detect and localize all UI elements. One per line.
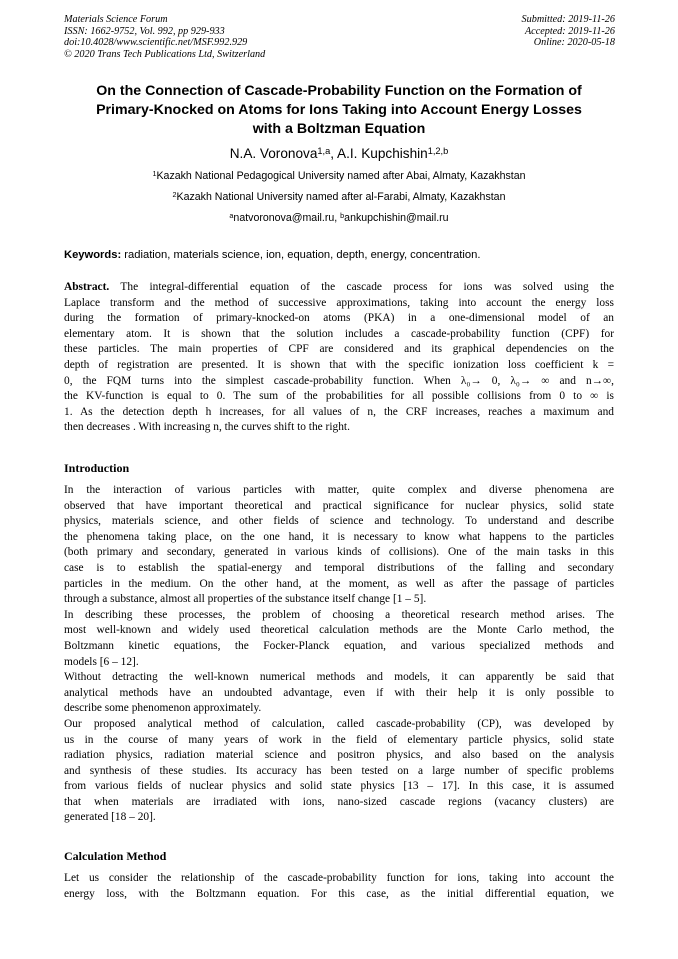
text-line: depth of registration are presented. It is shown that with the specific ionization loss coefficient k = [64, 358, 614, 371]
text-line: us in the course of many years of work in the field of elementary particle physics, solid state [64, 733, 614, 746]
text-line: then decreases . With increasing n, the curves shift to the right. [64, 421, 350, 434]
text-line: analytical methods have an undoubted advantage, even if with their help it is only possible to [64, 686, 614, 699]
author-affiliation-mark: 1,a [317, 145, 331, 156]
affiliation-text: Kazakh National University named after al-Farabi, Almaty, Kazakhstan [176, 191, 506, 203]
abstract-label: Abstract. [64, 281, 110, 293]
authors [0, 145, 678, 163]
author-name: A.I. Kupchishin [337, 146, 428, 161]
text-line [64, 280, 614, 296]
text-line: most well-known and widely used theoretical calculation methods are the Monte Carlo method, the [64, 624, 614, 637]
text-line: generated [18 – 20]. [64, 811, 156, 824]
text-line: Let us consider the relationship of the cascade-probability function for ions, taking into account the [64, 872, 614, 884]
email-mark: b [340, 210, 345, 220]
email-link[interactable]: natvoronova@mail.ru [233, 212, 335, 224]
text-line: Without detracting the well-known numerical methods and models, it can apparently be said that [64, 671, 614, 684]
online-date: Online: 2020-05-18 [533, 37, 615, 49]
text-line: that when materials are irradiated with ions, nano-sized cascade regions (vacancy clusters) are [64, 795, 614, 808]
text-line: the phenomena taking place, on the one hand, it is necessary to know what happens to the particles [64, 530, 614, 543]
journal-issn: ISSN: 1662-9752, Vol. 992, pp 929-933 [64, 25, 225, 37]
author-name: N.A. Voronova [229, 146, 318, 161]
keywords-label: Keywords: [64, 249, 122, 261]
title-line: On the Connection of Cascade-Probability Function on the Formation of [96, 83, 582, 99]
text-line: In describing these processes, the problem of choosing a theoretical research method arises. The [64, 608, 614, 621]
text-line: Our proposed analytical method of calculation, called cascade-probability (CP), was developed by [64, 717, 614, 730]
keywords [64, 248, 616, 262]
text-line: and synthesis of these studies. Its accuracy has been tested on a large number of specific problems [64, 764, 614, 777]
section-heading-introduction: Introduction [64, 461, 130, 475]
text-line: models [6 – 12]. [64, 655, 139, 668]
journal-copyright: © 2020 Trans Tech Publications Ltd, Switzerland [64, 48, 266, 60]
author-separator: , [330, 146, 338, 161]
submission-dates [522, 14, 615, 49]
author-emails [0, 211, 678, 225]
journal-doi: doi:10.4028/www.scientific.net/MSF.992.929 [64, 37, 248, 49]
affiliation-mark: 1 [152, 168, 157, 178]
text-line: elementary atom. It is shown that the solution includes a cascade-probability function (CPF) for [64, 327, 614, 340]
author-affiliation-mark: 1,2,b [427, 145, 449, 156]
email-mark: a [229, 210, 234, 220]
text-line: case is to establish the spatial-energy and temporal distributions of the falling and secondary [64, 561, 614, 574]
journal-name: Materials Science Forum [64, 14, 168, 25]
text-line: physics, materials science, and other fields of science and technology. To understand and describe [64, 515, 614, 528]
text-line: describe some phenomenon approximately. [64, 702, 262, 715]
text-line: observed that have important theoretical and practical significance for nuclear physics, solid state [64, 499, 614, 512]
text-line: Boltzmann kinetic equations, the Focker-Planck equation, and various specialized methods and [64, 639, 614, 652]
introduction-body [64, 483, 614, 826]
affiliation-mark: 2 [172, 189, 177, 199]
affiliation [0, 169, 678, 183]
text-line: these particles. The main properties of CPF are considered and its graphical dependencies on the [64, 343, 614, 356]
text-line: In the interaction of various particles with matter, quite complex and diverse phenomena are [64, 484, 614, 496]
text-line: Laplace transform and the method of successive approximations, taking into account the energy loss [64, 296, 614, 309]
text-line: during the formation of primary-knocked-on atoms (PKA) in a one-dimensional model of an [64, 312, 614, 325]
email-separator: , [334, 212, 341, 224]
affiliation [0, 190, 678, 204]
title-line: Primary-Knocked on Atoms for Ions Taking into Account Energy Losses [96, 102, 582, 118]
abstract [64, 280, 614, 436]
submitted-date: Submitted: 2019-11-26 [521, 14, 615, 25]
keywords-text: radiation, materials science, ion, equation, depth, energy, concentration. [121, 249, 481, 261]
text-line: 0, the FQM turns into the simplest cascade-probability function. When λ₀→ 0, λ₀→ ∞ and n→∞, [64, 374, 614, 387]
accepted-date: Accepted: 2019-11-26 [524, 25, 615, 37]
journal-info [64, 14, 265, 60]
text-line: through a substance, almost all properties of the substance itself change [1 – 5]. [64, 593, 427, 606]
paper-title [40, 82, 638, 139]
title-line: with a Boltzman Equation [252, 121, 426, 137]
text-line: (both primary and secondary, generated in various kinds of collisions). One of the main tasks in this [64, 546, 614, 559]
calculation-body [64, 871, 614, 902]
text-line: radiation physics, radiation material science and positron physics, and also based on the analysis [64, 749, 614, 762]
text-line: 1. As the detection depth h increases, for all values of n, the CRF increases, reaches a maximum and [64, 405, 614, 418]
text-line: from various fields of nuclear physics and solid state physics [13 – 17]. In this case, it is assumed [64, 780, 614, 793]
affiliation-text: Kazakh National Pedagogical University named after Abai, Almaty, Kazakhstan [156, 170, 526, 182]
section-heading-calculation-method: Calculation Method [64, 849, 167, 863]
text-line: particles in the medium. On the other hand, at the moment, as well as after the passage of particles [64, 577, 614, 590]
email-link[interactable]: ankupchishin@mail.ru [344, 212, 449, 224]
text-line: energy loss, with the Boltzmann equation. For this case, as the initial differential equation, we [64, 887, 614, 900]
text-line: the KV-function is equal to 0. The sum of the probabilities for all possible collisions from 0 to ∞ is [64, 390, 614, 403]
abstract-text: The integral-differential equation of the cascade process for ions was solved using the [109, 281, 614, 293]
